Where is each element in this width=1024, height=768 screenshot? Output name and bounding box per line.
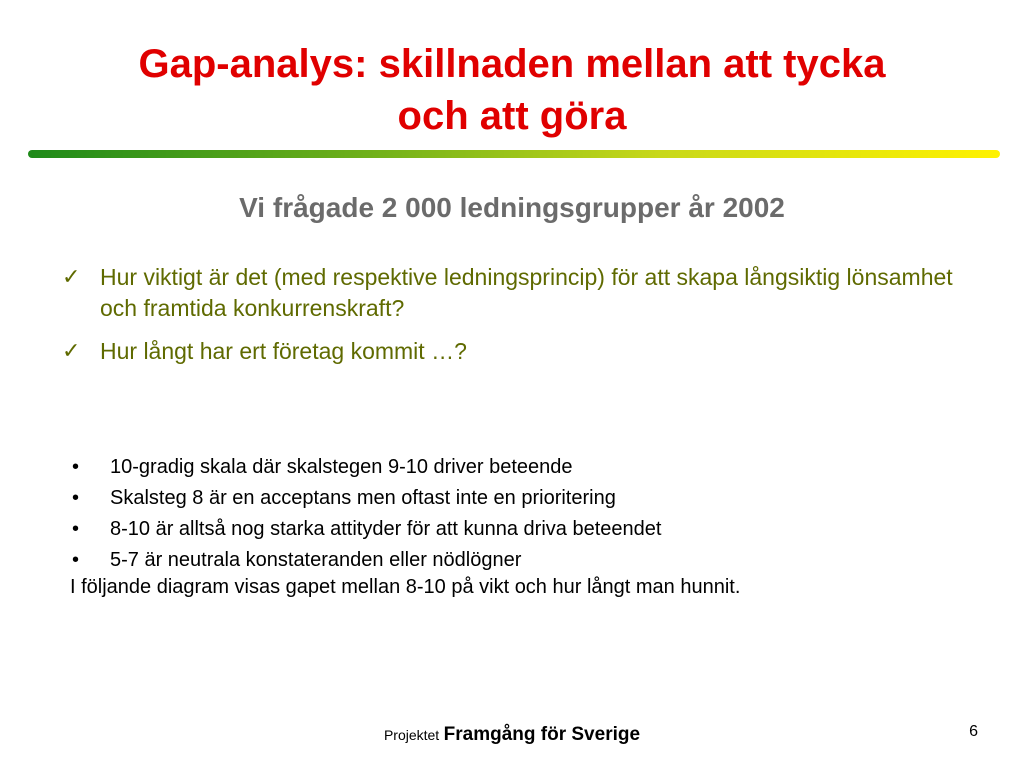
scale-text: 8-10 är alltså nog starka attityder för att kunna driva beteendet bbox=[110, 518, 662, 540]
slide-title bbox=[40, 38, 984, 142]
title-divider bbox=[28, 150, 1000, 158]
bullet-icon: • bbox=[72, 456, 80, 478]
scale-text: Skalsteg 8 är en acceptans men oftast inte en prioritering bbox=[110, 487, 616, 509]
page-number: 6 bbox=[969, 723, 978, 740]
bullet-icon: • bbox=[72, 518, 80, 540]
question-text: Hur viktigt är det (med respektive ledningsprincip) för att skapa långsiktig lönsamhet och framtida konkurrenskraft? bbox=[100, 264, 953, 321]
conclusion-text: I följande diagram visas gapet mellan 8-10 på vikt och hur långt man hunnit. bbox=[70, 576, 741, 598]
checkmark-icon: ✓ bbox=[62, 339, 81, 364]
slide-title-line-2: och att göra bbox=[397, 94, 627, 138]
slide-title-line-1: Gap-analys: skillnaden mellan att tycka bbox=[138, 42, 886, 86]
scale-item bbox=[72, 483, 952, 514]
question-list bbox=[60, 262, 960, 379]
bullet-icon: • bbox=[72, 549, 80, 571]
scale-item bbox=[72, 514, 952, 545]
footer-brand: Framgång för Sverige bbox=[443, 724, 641, 745]
footer-prefix: Projektet bbox=[383, 727, 440, 743]
footer bbox=[300, 724, 724, 746]
scale-item bbox=[72, 452, 952, 483]
scale-text: 5-7 är neutrala konstateranden eller nödlögner bbox=[110, 549, 522, 571]
slide-subtitle: Vi frågade 2 000 ledningsgrupper år 2002 bbox=[239, 192, 785, 223]
question-item bbox=[60, 262, 960, 324]
question-item bbox=[60, 336, 960, 367]
scale-item bbox=[72, 545, 952, 576]
question-text: Hur långt har ert företag kommit …? bbox=[100, 338, 467, 364]
checkmark-icon: ✓ bbox=[62, 265, 81, 290]
scale-list bbox=[72, 452, 952, 576]
bullet-icon: • bbox=[72, 487, 80, 509]
scale-text: 10-gradig skala där skalstegen 9-10 driver beteende bbox=[110, 456, 573, 478]
